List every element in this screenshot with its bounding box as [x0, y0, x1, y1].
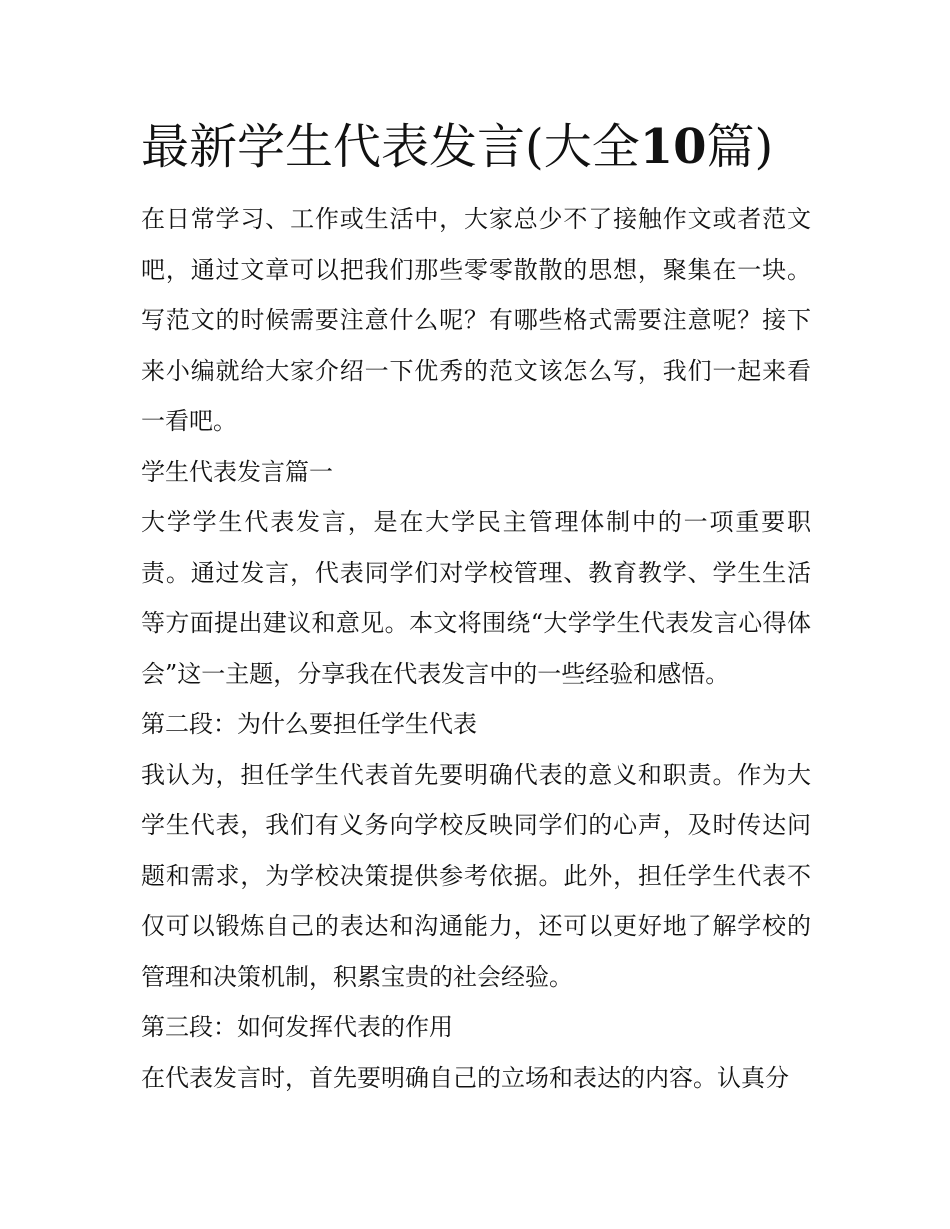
paragraph-3: 在代表发言时，首先要明确自己的立场和表达的内容。认真分 — [141, 1063, 789, 1092]
title-suffix: 篇) — [706, 119, 774, 175]
paragraph-1: 大学学生代表发言，是在大学民主管理体制中的一项重要职责。通过发言，代表同学们对学校管理、教育教学、学生生活等方面提出建议和意见。本文将围绕“大学学生代表发言心得体会”这一主题，分享我在代表发言中的一些经验和感悟。 — [141, 508, 811, 688]
document-body — [141, 194, 811, 1103]
paragraph-2: 我认为，担任学生代表首先要明确代表的意义和职责。作为大学生代表，我们有义务向学校反映同学们的心声，及时传达问题和需求，为学校决策提供参考依据。此外，担任学生代表不仅可以锻炼自己的表达和沟通能力，还可以更好地了解学校的管理和决策机制，积累宝贵的社会经验。 — [141, 760, 811, 991]
intro-paragraph: 在日常学习、工作或生活中，大家总少不了接触作文或者范文吧，通过文章可以把我们那些零零散散的思想，聚集在一块。写范文的时候需要注意什么呢？有哪些格式需要注意呢？接下来小编就给大家介绍一下优秀的范文该怎么写，我们一起来看一看吧。 — [141, 205, 811, 435]
section-heading-3: 第三段：如何发挥代表的作用 — [141, 1013, 453, 1041]
document-title — [141, 112, 811, 182]
title-main: 最新学生代表发言(大全 — [141, 119, 640, 175]
section-heading-2: 第二段：为什么要担任学生代表 — [141, 710, 477, 738]
section-heading-1: 学生代表发言篇一 — [141, 457, 333, 486]
title-number: 10 — [639, 119, 707, 175]
document-content — [141, 112, 811, 1103]
